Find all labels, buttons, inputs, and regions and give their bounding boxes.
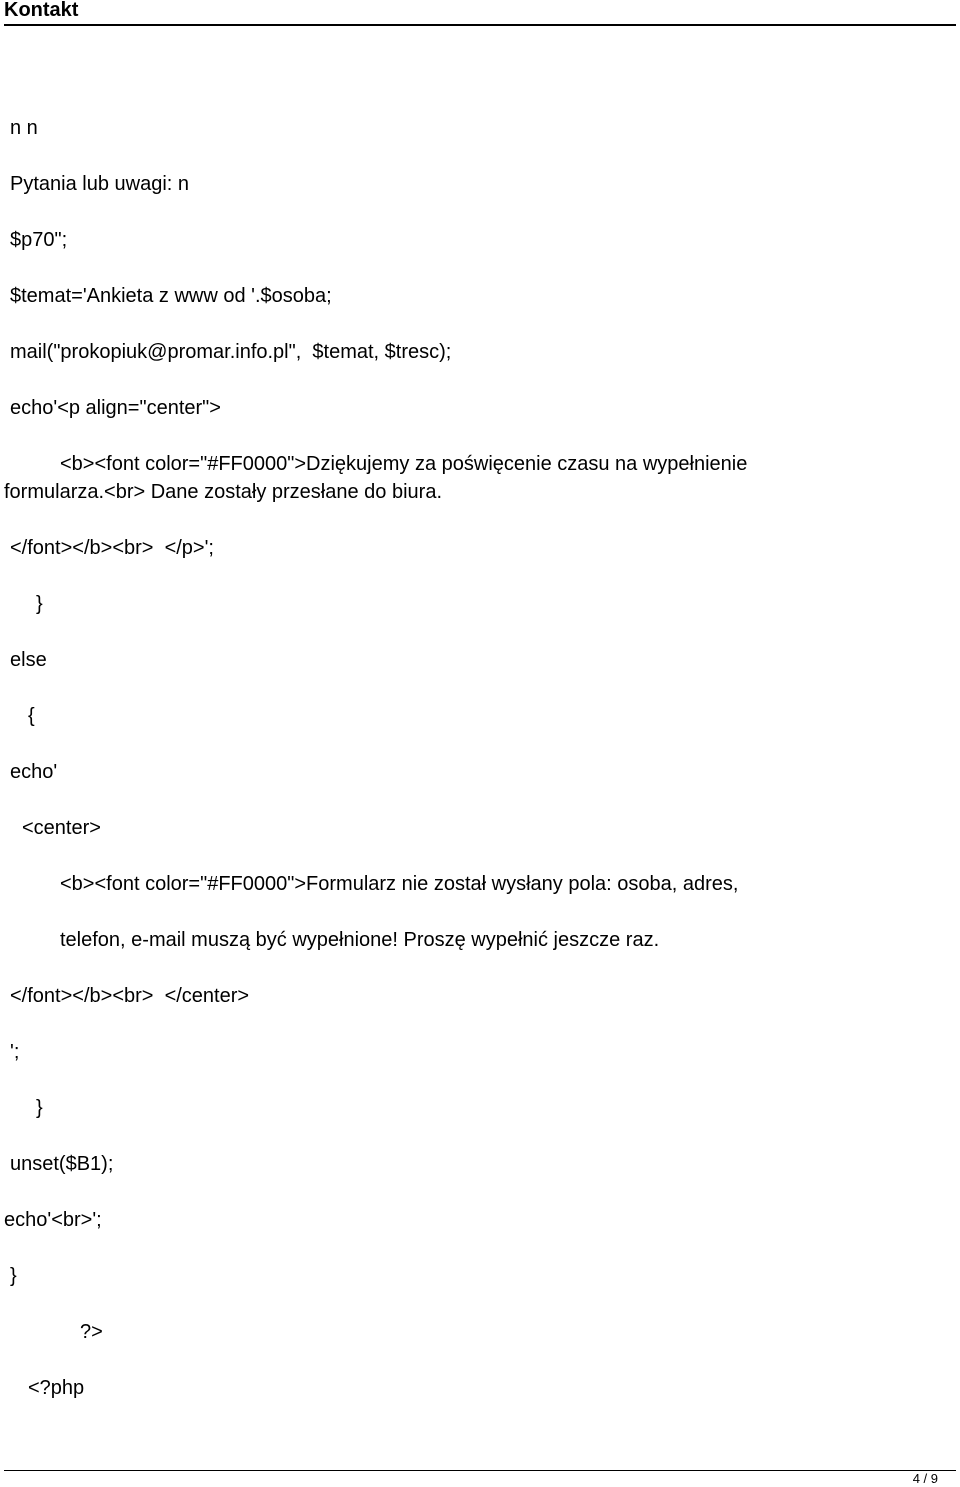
text-line: echo'<br>'; xyxy=(4,1209,102,1231)
text-line: echo' xyxy=(10,761,58,783)
text-line: else xyxy=(10,649,47,671)
text-line: } xyxy=(10,1265,17,1287)
text-line: mail("prokopiuk@promar.info.pl", $temat, $tresc); xyxy=(10,341,452,363)
page-number: 4 / 9 xyxy=(912,1471,938,1486)
text-line: </font></b><br> </center> xyxy=(10,985,250,1007)
text-line: <?php xyxy=(28,1377,85,1399)
text-line: <center> xyxy=(22,817,101,839)
header-divider xyxy=(4,24,956,26)
text-line: '; xyxy=(10,1041,20,1063)
text-line: $temat='Ankieta z www od '.$osoba; xyxy=(10,285,332,307)
text-line: } xyxy=(36,593,43,615)
text-line: ?> xyxy=(80,1321,103,1343)
text-line: <b><font color="#FF0000">Formularz nie został wysłany pola: osoba, adres, xyxy=(60,873,739,895)
page-title: Kontakt xyxy=(4,0,79,21)
text-line: <b><font color="#FF0000">Dziękujemy za poświęcenie czasu na wypełnienie xyxy=(60,453,748,475)
text-line: n n xyxy=(10,117,38,139)
footer-divider xyxy=(4,1470,956,1471)
text-line: </font></b><br> </p>'; xyxy=(10,537,214,559)
text-line: echo'<p align="center"> xyxy=(10,397,221,419)
text-line: formularza.<br> Dane zostały przesłane do biura. xyxy=(4,481,443,503)
text-line: telefon, e-mail muszą być wypełnione! Proszę wypełnić jeszcze raz. xyxy=(60,929,660,951)
text-line: $p70"; xyxy=(10,229,68,251)
text-line: unset($B1); xyxy=(10,1153,114,1175)
text-line: Pytania lub uwagi: n xyxy=(10,173,190,195)
text-line: } xyxy=(36,1097,43,1119)
text-line: { xyxy=(28,705,35,727)
